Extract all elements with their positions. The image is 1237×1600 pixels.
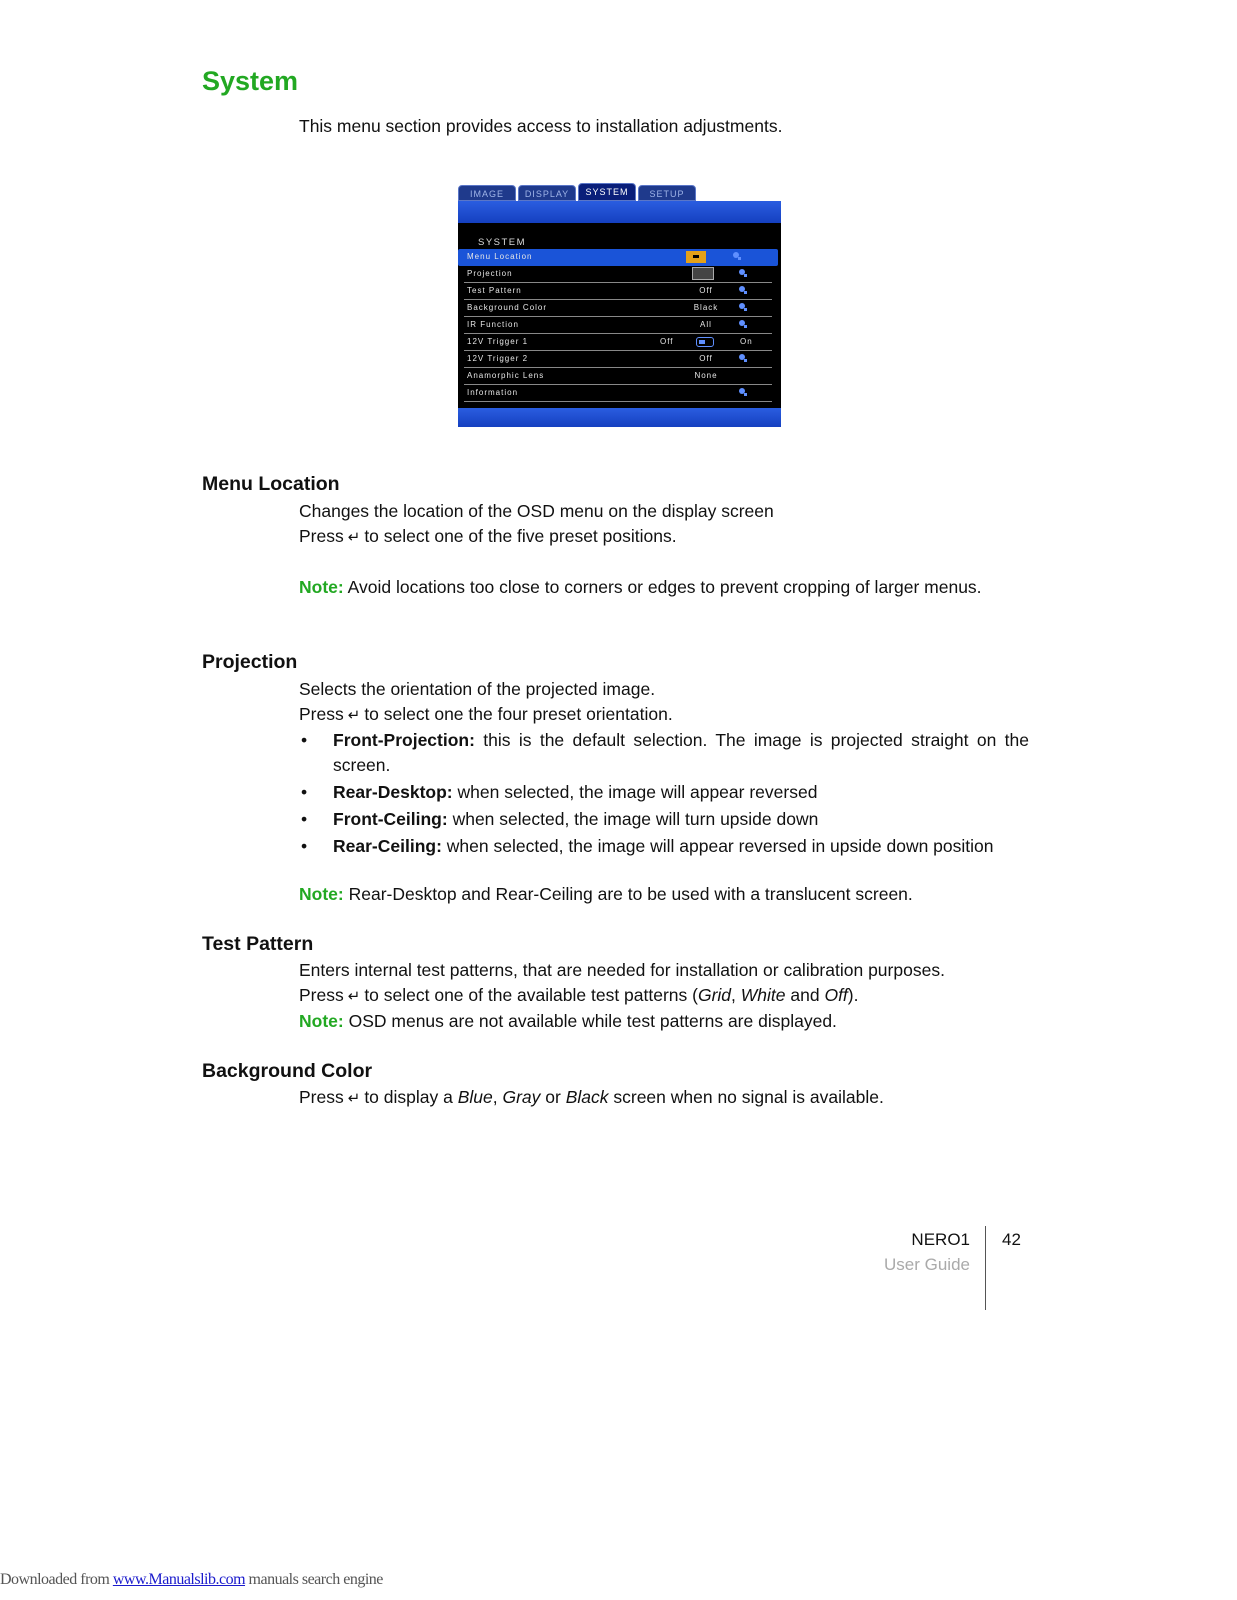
osd-panel-title: SYSTEM (478, 237, 527, 248)
projection-note (299, 882, 1029, 907)
test-pattern-body (299, 958, 1029, 1034)
osd-tabs (458, 183, 781, 201)
option-text: when selected, the image will appear reversed (457, 782, 818, 802)
osd-tab-display: DISPLAY (518, 185, 576, 201)
menu-location-line2 (299, 524, 1029, 550)
osd-top-bar (458, 201, 781, 223)
enter-key-icon: ↵ (347, 528, 361, 546)
test-pattern-note (299, 1009, 1029, 1034)
separator-text: , (492, 1087, 503, 1107)
enter-arrow-icon (739, 320, 745, 326)
section-heading-background-color: Background Color (202, 1060, 373, 1082)
instruction-text: to display a (364, 1087, 458, 1107)
projection-options-list (299, 728, 1029, 861)
osd-row-projection (464, 266, 772, 283)
projection-body (299, 677, 1029, 728)
note-text: OSD menus are not available while test patterns are displayed. (348, 1011, 837, 1031)
option-term: Rear-Ceiling: (333, 836, 442, 856)
enter-arrow-icon (739, 303, 745, 309)
color-option: Black (565, 1087, 609, 1107)
osd-bottom-bar (458, 408, 781, 427)
instruction-text: to select one of the available test patterns ( (364, 985, 698, 1005)
osd-row-value: All (700, 320, 712, 329)
press-text: Press (299, 985, 344, 1005)
separator-text: , (731, 985, 741, 1005)
osd-row-label: IR Function (467, 320, 519, 329)
osd-row-background-color (464, 300, 772, 317)
osd-row-label: Test Pattern (467, 286, 522, 295)
pattern-option: White (740, 985, 786, 1005)
press-text: Press (299, 1087, 344, 1107)
press-text: Press (299, 704, 344, 724)
section-heading-projection: Projection (202, 651, 298, 673)
section-heading-menu-location: Menu Location (202, 473, 340, 495)
osd-row-value-on: On (740, 337, 753, 346)
option-text: this is the default selection. The image is projected straight on the screen. (333, 730, 1029, 775)
osd-row-label: Menu Location (467, 252, 533, 261)
osd-row-value: Black (693, 303, 719, 312)
separator-text: and (785, 985, 825, 1005)
menu-location-line1: Changes the location of the OSD menu on the display screen (299, 501, 774, 521)
osd-row-anamorphic-lens (464, 368, 772, 385)
enter-arrow-icon (733, 252, 739, 258)
enter-arrow-icon (739, 269, 745, 275)
page-title: System (202, 66, 299, 96)
enter-arrow-icon (739, 388, 745, 394)
bullet-icon: • (301, 782, 308, 802)
osd-row-ir-function (464, 317, 772, 334)
osd-row-label: Projection (467, 269, 513, 278)
test-pattern-line1: Enters internal test patterns, that are needed for installation or calibration purposes. (299, 960, 945, 980)
page-number: 42 (1002, 1230, 1021, 1249)
projection-line1: Selects the orientation of the projected image. (299, 679, 656, 699)
option-term: Front-Projection: (333, 730, 475, 750)
note-label: Note: (299, 884, 344, 904)
list-item (299, 807, 1029, 832)
osd-row-label: Anamorphic Lens (467, 371, 545, 380)
osd-row-label: 12V Trigger 1 (467, 337, 529, 346)
background-color-body (299, 1085, 1029, 1111)
osd-row-value: None (694, 371, 718, 380)
osd-tab-system: SYSTEM (578, 183, 636, 201)
osd-row-menu-location (458, 249, 778, 266)
note-text: Rear-Desktop and Rear-Ceiling are to be used with a translucent screen. (348, 884, 913, 904)
osd-tab-setup: SETUP (638, 185, 696, 201)
osd-row-label: Background Color (467, 303, 548, 312)
instruction-text: to select one the four preset orientation. (364, 704, 673, 724)
banner-text: Downloaded from (0, 1571, 113, 1588)
footer-product-name: NERO1 (911, 1230, 970, 1249)
osd-row-12v-trigger-1 (464, 334, 772, 351)
menu-location-body (299, 499, 1029, 550)
manualslib-link[interactable]: www.Manualslib.com (112, 1571, 246, 1588)
enter-key-icon: ↵ (347, 987, 361, 1005)
footer-divider (985, 1226, 986, 1310)
toggle-icon (696, 337, 714, 347)
background-color-line (299, 1085, 1029, 1111)
osd-row-value: Off (699, 286, 713, 295)
footer-doc-name: User Guide (884, 1255, 970, 1274)
pattern-option: Grid (697, 985, 732, 1005)
separator-text: or (540, 1087, 566, 1107)
intro-text: This menu section provides access to installation adjustments. (299, 116, 783, 136)
enter-arrow-icon (739, 286, 745, 292)
test-pattern-line2 (299, 983, 1029, 1009)
color-option: Gray (502, 1087, 541, 1107)
download-banner (0, 1571, 383, 1589)
enter-key-icon: ↵ (347, 1089, 361, 1107)
instruction-text: to select one of the five preset positions. (364, 526, 677, 546)
bullet-icon: • (301, 836, 308, 856)
osd-row-value-off: Off (660, 337, 674, 346)
instruction-text: screen when no signal is available. (608, 1087, 884, 1107)
osd-row-information (464, 385, 772, 402)
bullet-icon: • (301, 809, 308, 829)
osd-row-label: Information (467, 388, 519, 397)
note-text: Avoid locations too close to corners or edges to prevent cropping of larger menus. (347, 577, 982, 597)
menu-location-note (299, 575, 1029, 600)
osd-row-test-pattern (464, 283, 772, 300)
press-text: Press (299, 526, 344, 546)
banner-text: manuals search engine (245, 1571, 383, 1588)
enter-arrow-icon (739, 354, 745, 360)
option-text: when selected, the image will turn upside down (452, 809, 819, 829)
osd-menu-image (458, 183, 781, 427)
color-option: Blue (457, 1087, 493, 1107)
osd-row-12v-trigger-2 (464, 351, 772, 368)
pattern-option: Off (824, 985, 848, 1005)
list-item (299, 780, 1029, 805)
bullet-icon: • (301, 730, 308, 750)
osd-panel (458, 223, 781, 408)
note-label: Note: (299, 1011, 344, 1031)
note-label: Note: (299, 577, 344, 597)
projection-line2 (299, 702, 1029, 728)
option-text: when selected, the image will appear reversed in upside down position (446, 836, 994, 856)
osd-row-label: 12V Trigger 2 (467, 354, 529, 363)
projection-icon (692, 267, 714, 280)
option-term: Front-Ceiling: (333, 809, 448, 829)
osd-tab-image: IMAGE (458, 185, 516, 201)
menu-location-icon (686, 251, 706, 263)
section-heading-test-pattern: Test Pattern (202, 933, 314, 955)
option-term: Rear-Desktop: (333, 782, 453, 802)
list-item (299, 728, 1029, 778)
osd-row-value: Off (699, 354, 713, 363)
enter-key-icon: ↵ (347, 706, 361, 724)
list-item (299, 834, 1029, 859)
separator-text: ). (847, 985, 859, 1005)
